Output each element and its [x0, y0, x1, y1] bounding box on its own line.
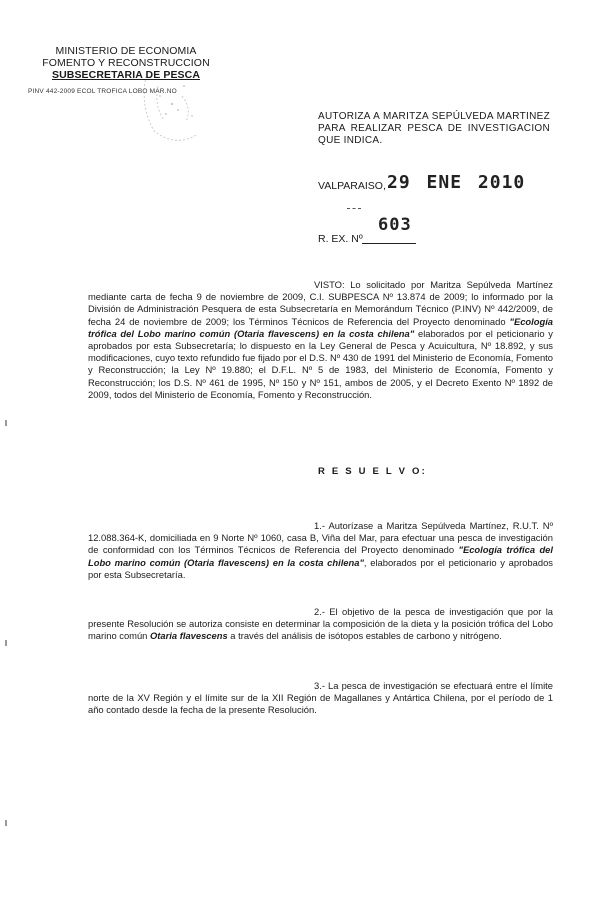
- ministry-line-1: MINISTERIO DE ECONOMIA: [55, 45, 197, 57]
- scan-mark: [5, 820, 7, 826]
- date-day: 29: [387, 172, 411, 193]
- date-year: 2010: [477, 172, 526, 193]
- paragraph-1-project-title: "Ecología trófica del Lobo marino común (Otaria flavescens) en la costa chilena": [88, 544, 553, 568]
- subject-heading: AUTORIZA A MARITZA SEPÚLVEDA MARTINEZ PARA REALIZAR PESCA DE INVESTIGACION QUE INDICA.: [318, 111, 550, 146]
- reference-code: PINV 442-2009 ECOL TROFICA LOBO MAR.NO: [28, 88, 177, 95]
- divider: [347, 208, 361, 209]
- paragraph-2-lead: 2.- El objetivo de la pesca de investigación que por la presente Resolución se autoriza consiste en determinar la composición de la dieta y la posición trófica del Lobo marino común: [88, 606, 553, 642]
- ministry-line-2: FOMENTO Y RECONSTRUCCION: [42, 57, 210, 69]
- resolution-number: 603: [378, 215, 412, 235]
- paragraph-2-species: Otaria flavescens: [150, 630, 228, 642]
- date-stamp: [387, 172, 529, 193]
- resolution-number-underline: [362, 243, 416, 244]
- paragraph-1: [88, 520, 553, 581]
- paragraph-2-rest: a través del análisis de isótopos estables de carbono y nitrógeno.: [230, 630, 502, 642]
- resuelvo-heading: R E S U E L V O:: [318, 466, 427, 477]
- visto-lead: VISTO: Lo solicitado por Maritza Sepúlveda Martínez mediante carta de fecha 9 de noviembre de 2009, C.I. SUBPESCA Nº 13.874 de 2009; lo informado por la División de Administración Pesquera de esta Subsecretaría en Memorándum Técnico (P.INV) Nº 442/2009, de fecha 24 de noviembre de 2009; los Términos Técnicos de Referencia del Proyecto denominado: [88, 279, 553, 327]
- visto-project-title: "Ecología trófica del Lobo marino común (Otaria flavescens) en la costa chilena": [88, 315, 554, 339]
- place-label: VALPARAISO,: [318, 180, 386, 192]
- paragraph-3: [88, 680, 553, 717]
- scan-mark: [5, 640, 7, 646]
- paragraph-3-text: 3.- La pesca de investigación se efectuará entre el límite norte de la XV Región y el límite sur de la XII Región de Magallanes y Antártica Chilena, por el período de 1 año contado desde la fecha de la presente Resolución.: [88, 680, 553, 716]
- visto-rest: elaborados por el peticionario y aprobados por esta Subsecretaría; lo dispuesto en la Ley General de Pesca y Acuicultura, Nº 18.892, y sus modificaciones, cuyo texto refundido fue fijado por el D.S. Nº 430 de 1991 del Ministerio de Economía, Fomento y Reconstrucción; la Ley Nº 19.880; el D.F.L. Nº 5 de 1983, del Ministerio de Economía, Fomento y Reconstrucción; los D.S. Nº 461 de 1995, Nº 150 y Nº 151, ambos de 2005, y el Decreto Exento Nº 1892 de 2009, todos del Ministerio de Economía, Fomento y Reconstrucción.: [88, 327, 553, 400]
- paragraph-2: [88, 606, 553, 643]
- official-seal-icon: [136, 56, 214, 146]
- subsecretaria-line: SUBSECRETARIA DE PESCA: [51, 69, 201, 81]
- paragraph-1-rest: , elaborados por el peticionario y aprobados por esta Subsecretaría.: [88, 556, 553, 580]
- visto-paragraph: [88, 279, 553, 401]
- paragraph-1-lead: 1.- Autorízase a Maritza Sepúlveda Martínez, R.U.T. Nº 12.088.364-K, domiciliada en 9 Norte Nº 1060, casa B, Viña del Mar, para efectuar una pesca de investigación de conformidad con los Términos Técnicos de Referencia del Proyecto denominado: [88, 520, 553, 556]
- scan-mark: [5, 420, 7, 426]
- resolution-label: R. EX. Nº: [318, 233, 363, 245]
- date-month: ENE: [426, 172, 463, 193]
